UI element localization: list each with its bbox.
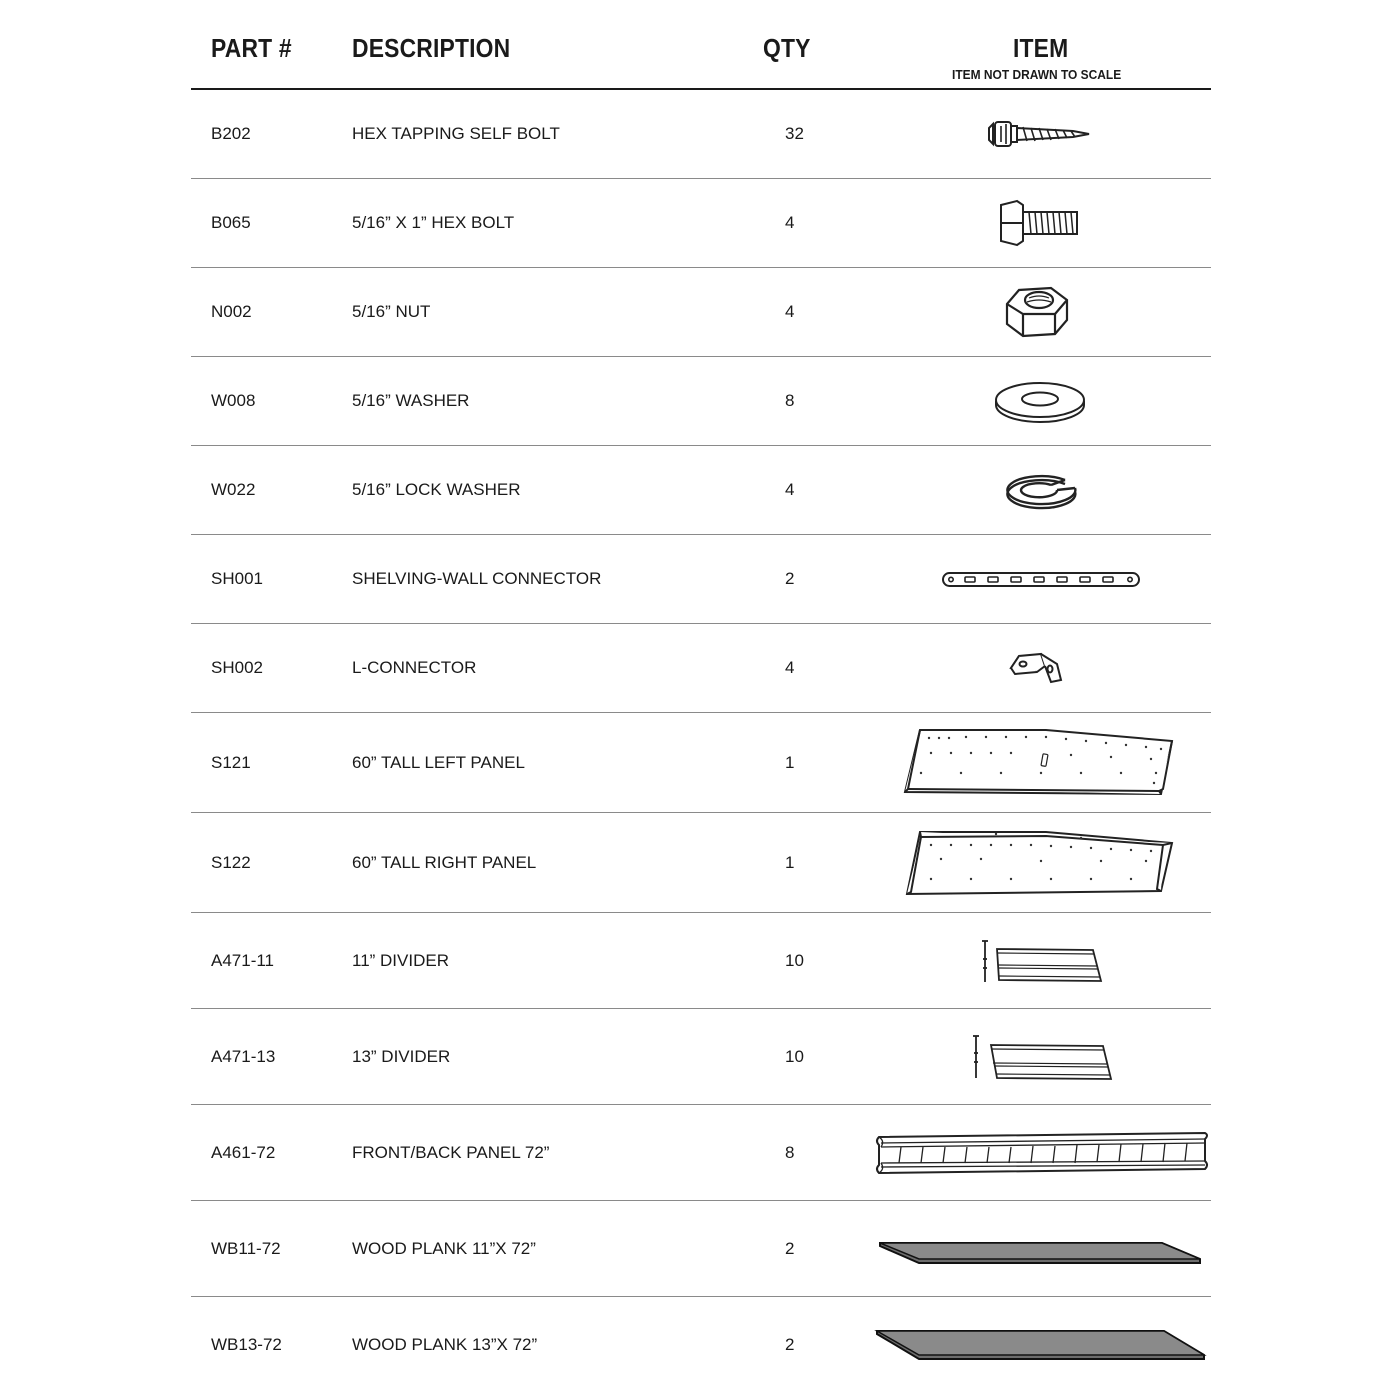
wood-plank-13-icon <box>851 1297 1211 1392</box>
part-number: B202 <box>211 124 251 143</box>
hex-nut-icon <box>851 268 1211 356</box>
table-row: B065 5/16” X 1” HEX BOLT 4 <box>191 179 1211 268</box>
part-number: S121 <box>211 752 251 772</box>
part-description: FRONT/BACK PANEL 72” <box>352 1142 550 1162</box>
part-description: 13” DIVIDER <box>352 1046 451 1066</box>
divider-13-icon <box>851 1009 1211 1104</box>
part-number: S122 <box>211 852 251 872</box>
part-number: A471-11 <box>211 950 275 970</box>
header-qty: QTY <box>763 33 811 63</box>
header-description: DESCRIPTION <box>352 33 511 63</box>
table-row: A471-13 13” DIVIDER 10 <box>191 1009 1211 1105</box>
part-description: 11” DIVIDER <box>352 950 449 970</box>
part-description: WOOD PLANK 11”X 72” <box>352 1238 536 1258</box>
part-description: 5/16” X 1” HEX BOLT <box>352 213 515 232</box>
table-row: SH001 SHELVING-WALL CONNECTOR 2 <box>191 535 1211 624</box>
divider-11-icon <box>851 913 1211 1008</box>
table-row: WB11-72 WOOD PLANK 11”X 72” 2 <box>191 1201 1211 1297</box>
part-number: SH002 <box>211 658 263 677</box>
hex-bolt-icon <box>851 179 1211 267</box>
table-header <box>191 0 1211 90</box>
table-row: S122 60” TALL RIGHT PANEL 1 <box>191 813 1211 913</box>
part-number: A461-72 <box>211 1142 276 1162</box>
table-row: B202 HEX TAPPING SELF BOLT 32 <box>191 90 1211 179</box>
part-number: SH001 <box>211 569 263 588</box>
part-description: HEX TAPPING SELF BOLT <box>352 124 560 143</box>
part-number: WB13-72 <box>211 1334 282 1354</box>
table-row: WB13-72 WOOD PLANK 13”X 72” 2 <box>191 1297 1211 1392</box>
washer-icon <box>851 357 1211 445</box>
wood-plank-11-icon <box>851 1201 1211 1296</box>
part-description: 5/16” WASHER <box>352 391 470 410</box>
table-row: SH002 L-CONNECTOR 4 <box>191 624 1211 713</box>
lock-washer-icon <box>851 446 1211 534</box>
part-number: A471-13 <box>211 1046 276 1066</box>
header-item-note: ITEM NOT DRAWN TO SCALE <box>952 67 1122 82</box>
header-item: ITEM <box>1013 33 1069 63</box>
part-number: W008 <box>211 391 256 410</box>
part-description: 60” TALL LEFT PANEL <box>352 752 525 772</box>
wall-connector-strip-icon <box>851 535 1211 623</box>
table-row: A461-72 FRONT/BACK PANEL 72” 8 <box>191 1105 1211 1201</box>
part-description: 5/16” LOCK WASHER <box>352 480 521 499</box>
header-part-number: PART # <box>211 33 292 63</box>
part-number: N002 <box>211 302 252 321</box>
part-description: 5/16” NUT <box>352 302 431 321</box>
part-number: W022 <box>211 480 256 499</box>
table-row: W022 5/16” LOCK WASHER 4 <box>191 446 1211 535</box>
part-description: L-CONNECTOR <box>352 658 477 677</box>
table-row: A471-11 11” DIVIDER 10 <box>191 913 1211 1009</box>
part-number: B065 <box>211 213 251 232</box>
part-description: WOOD PLANK 13”X 72” <box>352 1334 538 1354</box>
parts-list-table <box>191 0 1211 1392</box>
table-row: W008 5/16” WASHER 8 <box>191 357 1211 446</box>
front-back-panel-icon <box>851 1105 1211 1200</box>
l-connector-icon <box>851 624 1211 712</box>
table-row: N002 5/16” NUT 4 <box>191 268 1211 357</box>
table-row: S121 60” TALL LEFT PANEL 1 <box>191 713 1211 813</box>
right-panel-icon <box>851 813 1211 912</box>
part-number: WB11-72 <box>211 1238 281 1258</box>
left-panel-icon <box>851 713 1211 812</box>
hex-tapping-bolt-icon <box>851 90 1211 178</box>
part-description: SHELVING-WALL CONNECTOR <box>352 569 602 588</box>
part-description: 60” TALL RIGHT PANEL <box>352 852 537 872</box>
